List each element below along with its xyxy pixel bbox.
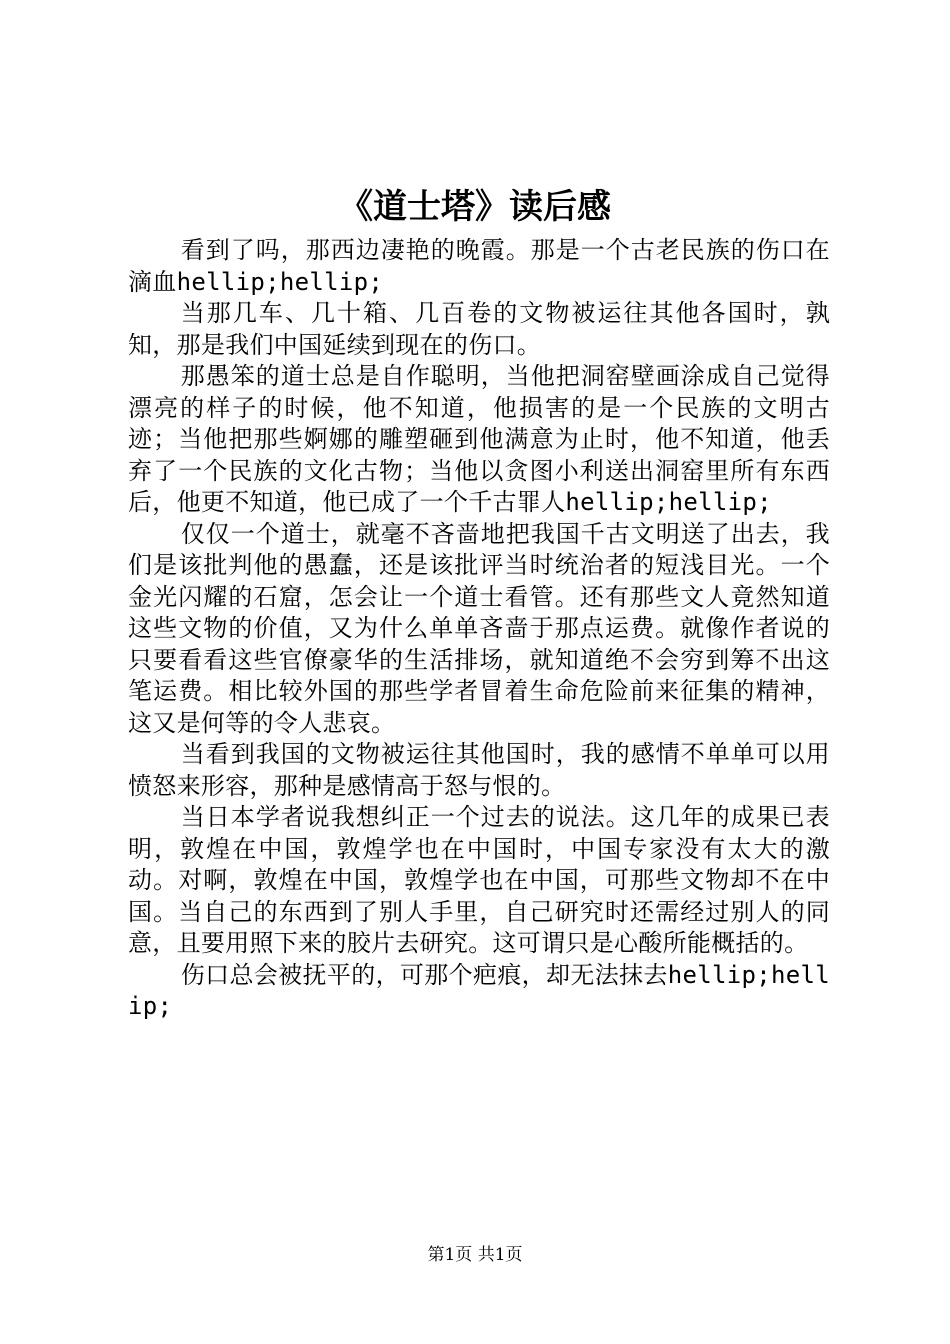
- document-title: 《道士塔》读后感: [339, 187, 611, 227]
- paragraph-5: 当看到我国的文物被运往其他国时，我的感情不单单可以用愤怒来形容，那种是感情高于怒与恨的。: [128, 740, 830, 800]
- paragraph-7: 伤口总会被抚平的，可那个疤痕，却无法抹去hellip;hellip;: [128, 960, 830, 1020]
- document-body: [128, 235, 830, 1023]
- paragraph-2: 当那几车、几十箱、几百卷的文物被运往其他各国时，孰知，那是我们中国延续到现在的伤口。: [128, 299, 830, 359]
- paragraph-4: 仅仅一个道士，就毫不吝啬地把我国千古文明送了出去，我们是该批判他的愚蠢，还是该批评当时统治者的短浅目光。一个金光闪耀的石窟，怎会让一个道士看管。还有那些文人竟然知道这些文物的价值，又为什么单单吝啬于那点运费。就像作者说的只要看看这些官僚豪华的生活排场，就知道绝不会穷到筹不出这笔运费。相比较外国的那些学者冒着生命危险前来征集的精神，这又是何等的令人悲哀。: [128, 519, 830, 737]
- paragraph-3: 那愚笨的道士总是自作聪明，当他把洞窑壁画涂成自己觉得漂亮的样子的时候，他不知道，他损害的是一个民族的文明古迹；当他把那些婀娜的雕塑砸到他满意为止时，他不知道，他丢弃了一个民族的文化古物；当他以贪图小利送出洞窑里所有东西后，他更不知道，他已成了一个千古罪人hellip;hellip;: [128, 362, 830, 516]
- page-footer: 第1页 共1页: [427, 1245, 523, 1265]
- paragraph-1: 看到了吗，那西边凄艳的晚霞。那是一个古老民族的伤口在滴血hellip;hellip;: [128, 236, 830, 296]
- paragraph-6: 当日本学者说我想纠正一个过去的说法。这几年的成果已表明，敦煌在中国，敦煌学也在中国时，中国专家没有太大的激动。对啊，敦煌在中国，敦煌学也在中国，可那些文物却不在中国。当自己的东西到了别人手里，自己研究时还需经过别人的同意，且要用照下来的胶片去研究。这可谓只是心酸所能概括的。: [128, 803, 830, 957]
